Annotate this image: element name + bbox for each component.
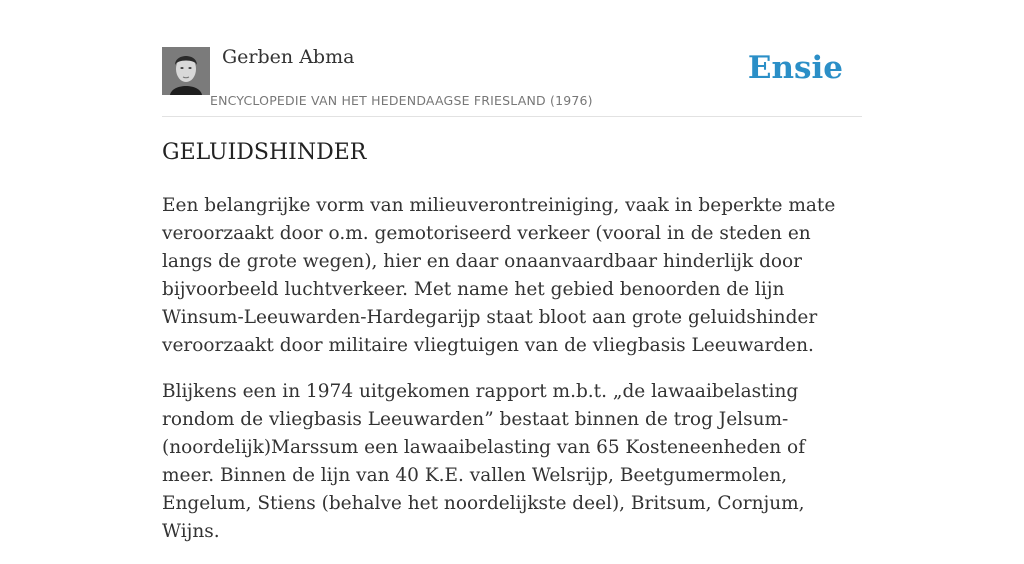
article-paragraph: Blijkens een in 1974 uitgekomen rapport m.b.t. „de lawaaibelasting rondom de vliegbasis Leeuwarden” bestaat binnen de trog Jelsum-(noordelijk)Marssum een lawaaibelasting van 65 Kosteneenheden of meer. Binnen de lijn van 40 K.E. vallen Welsrijp, Beetgumermolen, Engelum, Stiens (behalve het noordelijkste deel), Britsum, Cornjum, Wijns. <box>162 381 806 542</box>
article-title: GELUIDSHINDER <box>162 140 367 165</box>
author-name[interactable]: Gerben Abma <box>222 46 355 68</box>
source-title[interactable]: ENCYCLOPEDIE VAN HET HEDENDAAGSE FRIESLAND (1976) <box>210 93 593 108</box>
brand-logo[interactable]: Ensie <box>747 50 843 86</box>
author-avatar[interactable] <box>162 47 210 95</box>
article-header <box>162 46 862 117</box>
author-portrait-icon <box>162 47 210 95</box>
article-body <box>162 192 862 564</box>
article-paragraph: Een belangrijke vorm van milieuverontreiniging, vaak in beperkte mate veroorzaakt door o.m. gemotoriseerd verkeer (vooral in de steden en langs de grote wegen), hier en daar onaanvaardbaar hinderlijk door bijvoorbeeld luchtverkeer. Met name het gebied benoorden de lijn Winsum-Leeuwarden-Hardegarijp staat bloot aan grote geluidshinder veroorzaakt door militaire vliegtuigen van de vliegbasis Leeuwarden. <box>162 195 836 356</box>
